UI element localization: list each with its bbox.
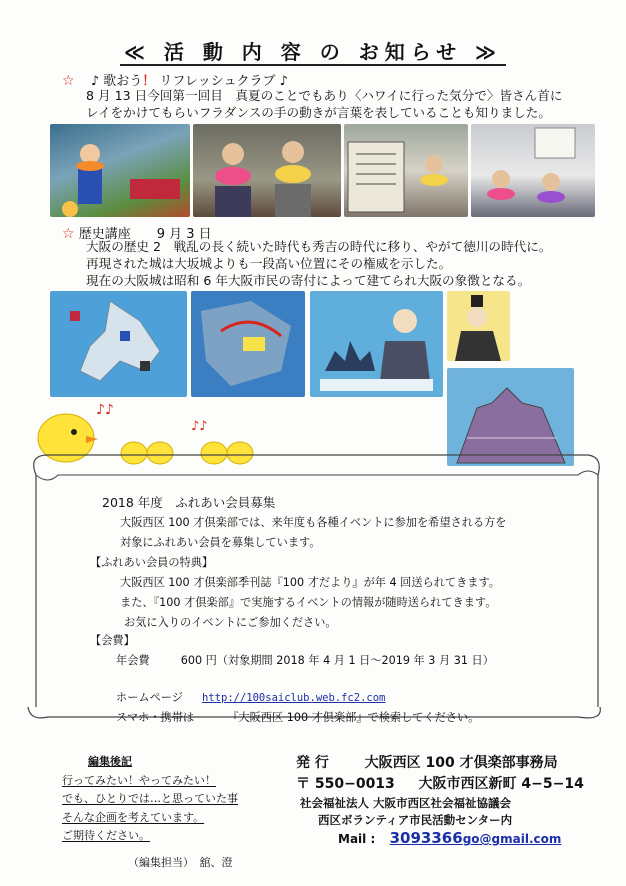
text-line: そんな企画を考えています。 [62, 810, 205, 824]
mobile-text: 『大阪西区 100 才倶楽部』で検索してください。 [227, 711, 480, 724]
song-club-heading-suffix: リフレッシュクラブ ♪ [155, 74, 288, 89]
publisher-address-row [296, 773, 584, 793]
text-line: また、『100 才倶楽部』で実施するイベントの情報が随時送られてきます。 [120, 596, 497, 609]
history-heading-text: 歴史講座 9 月 3 日 [78, 227, 212, 242]
image-ieyasu-portrait-art [447, 291, 510, 361]
mobile-row [116, 708, 479, 728]
text-line: 8 月 13 日今回第一回目 真夏のことでもあり〈ハワイに行った気分で〉皆さん首に [86, 88, 563, 103]
text-line: 行ってみたい！やってみたい！ [62, 773, 216, 787]
address: 大阪市西区新町 4−5−14 [418, 776, 584, 792]
fee-value: 600 円（対象期間 2018 年 4 月 1 日〜2019 年 3 月 31 日） [180, 654, 494, 667]
photo-lyrics-board-art [344, 124, 468, 217]
mail-domain: go@gmail.com [462, 832, 562, 846]
photo-lyrics-board [344, 124, 468, 217]
text-line: 現在の大阪城は昭和 6 年大阪市民の寄付によって建てられ大阪の象徴となる。 [86, 273, 531, 288]
page-title-text: ≪ 活 動 内 容 の お知らせ ≫ [120, 40, 506, 66]
text-line: 再現された城は大坂城よりも一段高い位置にその権威を示した。 [86, 256, 452, 271]
image-battle-map [191, 291, 305, 397]
text-line: レイをかけてもらいフラダンスの手の動きが言葉を表していることも知りました。 [86, 105, 551, 120]
publisher-org1: 社会福祉法人 大阪市西区社会福祉協議会 [300, 796, 512, 810]
photo-participants-leis [193, 124, 341, 217]
mail-row [338, 829, 561, 847]
text-line: 大阪西区 100 才倶楽部季刊誌『100 才だより』が年 4 回送られてきます。 [120, 576, 500, 589]
image-japan-map-art [50, 291, 187, 397]
song-club-heading-prefix: ♪ 歌おう [90, 74, 143, 89]
photo-dance-lesson-art [471, 124, 595, 217]
text-line: でも、ひとりでは…と思っていた事 [62, 792, 238, 805]
song-club-heading-mark: ！ [142, 74, 156, 89]
photo-hula-performer-art [50, 124, 190, 217]
fee-title: 【会費】 [90, 634, 135, 647]
publisher-name-row [296, 752, 558, 772]
homepage-link[interactable]: http://100saiclub.web.fc2.com [202, 692, 386, 704]
recruit-intro [120, 513, 506, 553]
editor-note [62, 753, 282, 872]
benefit-title: 【ふれあい会員の特典】 [90, 556, 214, 569]
postal-code: 〒 550−0013 [296, 776, 395, 792]
photo-participants-leis-art [193, 124, 341, 217]
image-castle-portrait [310, 291, 443, 397]
photo-dance-lesson [471, 124, 595, 217]
text-line: お気に入りのイベントにご参加ください。 [124, 616, 337, 629]
image-ieyasu-portrait [447, 291, 510, 361]
fee-row [116, 651, 494, 671]
editor-note-title: 編集後記 [88, 755, 132, 768]
homepage-label: ホームページ [116, 691, 183, 704]
star-icon: ☆ [62, 226, 75, 242]
photo-hula-performer [50, 124, 190, 217]
mail-label: Mail : [338, 832, 376, 846]
publisher-label: 発 行 [296, 755, 329, 771]
text-line: 大阪西区 100 才倶楽部では、来年度も各種イベントに参加を希望される方を [120, 516, 507, 529]
homepage-row [116, 688, 385, 708]
fee-label: 年会費 [116, 654, 150, 667]
music-note-icon: ♪♪ [96, 402, 114, 418]
benefit-list [120, 573, 500, 633]
mobile-label: スマホ・携帯は [116, 711, 195, 724]
page-title [0, 36, 626, 65]
publisher-org2: 西区ボランティア市民活動センター内 [318, 813, 513, 827]
star-icon: ☆ [62, 73, 75, 89]
editor-credit: （編集担当） 舘、澄 [128, 855, 233, 869]
song-club-description [86, 87, 562, 121]
text-line: ご期待ください。 [62, 829, 150, 842]
music-note-icon: ♪♪ [191, 419, 208, 434]
text-line: 対象にふれあい会員を募集しています。 [120, 536, 321, 549]
image-japan-map [50, 291, 187, 397]
image-castle-portrait-art [310, 291, 443, 397]
mail-user: 3093366 [389, 829, 463, 847]
text-line: 大阪の歴史 2 戦乱の長く続いた時代も秀吉の時代に移り、やがて徳川の時代に。 [86, 239, 552, 254]
image-battle-map-art [191, 291, 305, 397]
recruit-heading: 2018 年度 ふれあい会員募集 [102, 495, 276, 510]
mail-link[interactable] [389, 829, 562, 847]
history-description [86, 238, 551, 289]
publisher-name: 大阪西区 100 才倶楽部事務局 [364, 755, 558, 771]
